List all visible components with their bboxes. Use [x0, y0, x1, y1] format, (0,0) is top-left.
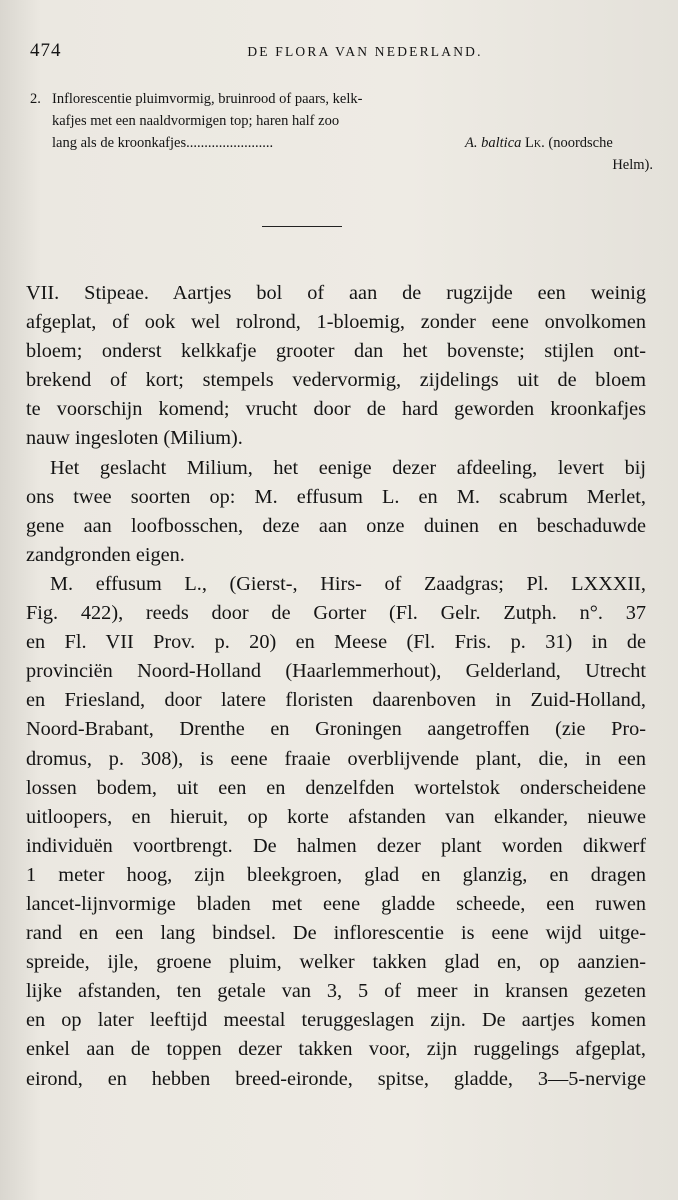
text-line: provinciën Noord-Holland (Haarlemmerhout), Gelderland, Utrecht [26, 660, 646, 683]
text-line: lossen bodem, uit een en denzelfden wortelstok onderscheidene [26, 776, 646, 799]
page-header [30, 40, 640, 68]
paragraph-milium-genus [26, 454, 646, 570]
text-line: Noord-Brabant, Drenthe en Groningen aangetroffen (zie Pro- [26, 718, 646, 741]
text-line: lijke afstanden, ten getale van 3, 5 of meer in kransen gezeten [26, 980, 646, 1003]
text-line: lancet-lijnvormige bladen met eene gladde scheede, een ruwen [26, 892, 646, 915]
key-line [30, 132, 655, 154]
text-line: brekend of kort; stempels vedervormig, zijdelings uit de bloem [26, 369, 646, 392]
paragraph-milium-effusum [26, 570, 646, 1094]
text-line: 1 meter hoog, zijn bleekgroen, glad en glanzig, en dragen [26, 863, 646, 886]
key-line [30, 154, 655, 176]
species-locality: (noordsche [548, 135, 613, 151]
text-line: ons twee soorten op: M. effusum L. en M. scabrum Merlet, [26, 485, 646, 508]
text-line: Het geslacht Milium, het eenige dezer afdeeling, levert bij [50, 456, 646, 479]
key-line [30, 88, 655, 110]
page-number: 474 [30, 40, 62, 61]
section-divider [262, 226, 342, 227]
text-line: bloem; onderst kelkkafje grooter dan het bovenste; stijlen ont- [26, 340, 646, 363]
text-line: zandgronden eigen. [26, 543, 185, 566]
paragraph-stipeae [26, 279, 646, 454]
text-line: rand en een lang bindsel. De inflorescentie is eene wijd uitge- [26, 922, 646, 945]
species-locality-end: Helm). [612, 157, 653, 173]
species-author: Lk. [525, 135, 545, 151]
text-line: dromus, p. 308), is eene fraaie overblijvende plant, die, in een [26, 747, 646, 770]
key-number: 2. [30, 91, 41, 107]
text-line: Fig. 422), reeds door de Gorter (Fl. Gelr. Zutph. n°. 37 [26, 602, 646, 625]
text-line: uitloopers, en hieruit, op korte afstanden van elkander, nieuwe [26, 805, 646, 828]
text-line: VII. Stipeae. Aartjes bol of aan de rugzijde een weinig [26, 282, 646, 304]
text-line: en Friesland, door latere floristen daarenboven in Zuid-Holland, [26, 689, 646, 712]
text-line: individuën voortbrengt. De halmen dezer plant worden dikwerf [26, 834, 646, 857]
key-line [30, 110, 655, 132]
text-line: en op later leeftijd meestal teruggeslagen zijn. De aartjes komen [26, 1009, 646, 1032]
body-text [26, 279, 646, 1094]
key-text: Inflorescentie pluimvormig, bruinrood of paars, kelk- [52, 91, 363, 107]
text-line: gene aan loofbosschen, deze aan onze duinen en beschaduwde [26, 514, 646, 537]
text-line: te voorschijn komend; vrucht door de hard geworden kroonkafjes [26, 398, 646, 421]
text-line: nauw ingesloten (Milium). [26, 427, 243, 450]
key-text: kafjes met een naaldvormigen top; haren half zoo [52, 113, 340, 129]
text-line: enkel aan de toppen dezer takken voor, zijn ruggelings afgeplat, [26, 1038, 646, 1061]
key-text: lang als de kroonkafjes........................ [52, 135, 274, 151]
key-species [465, 132, 613, 154]
species-name: A. baltica [465, 135, 522, 151]
identification-key [30, 88, 655, 176]
text-line: afgeplat, of ook wel rolrond, 1-bloemig, zonder eene onvolkomen [26, 311, 646, 334]
text-line: eirond, en hebben breed-eironde, spitse, gladde, 3—5-nervige [26, 1067, 646, 1090]
text-line: spreide, ijle, groene pluim, welker takken glad en, op aanzien- [26, 951, 646, 974]
text-line: M. effusum L., (Gierst-, Hirs- of Zaadgras; Pl. LXXXII, [50, 572, 646, 595]
running-title: DE FLORA VAN NEDERLAND. [247, 44, 483, 59]
text-line: en Fl. VII Prov. p. 20) en Meese (Fl. Fris. p. 31) in de [26, 631, 646, 654]
